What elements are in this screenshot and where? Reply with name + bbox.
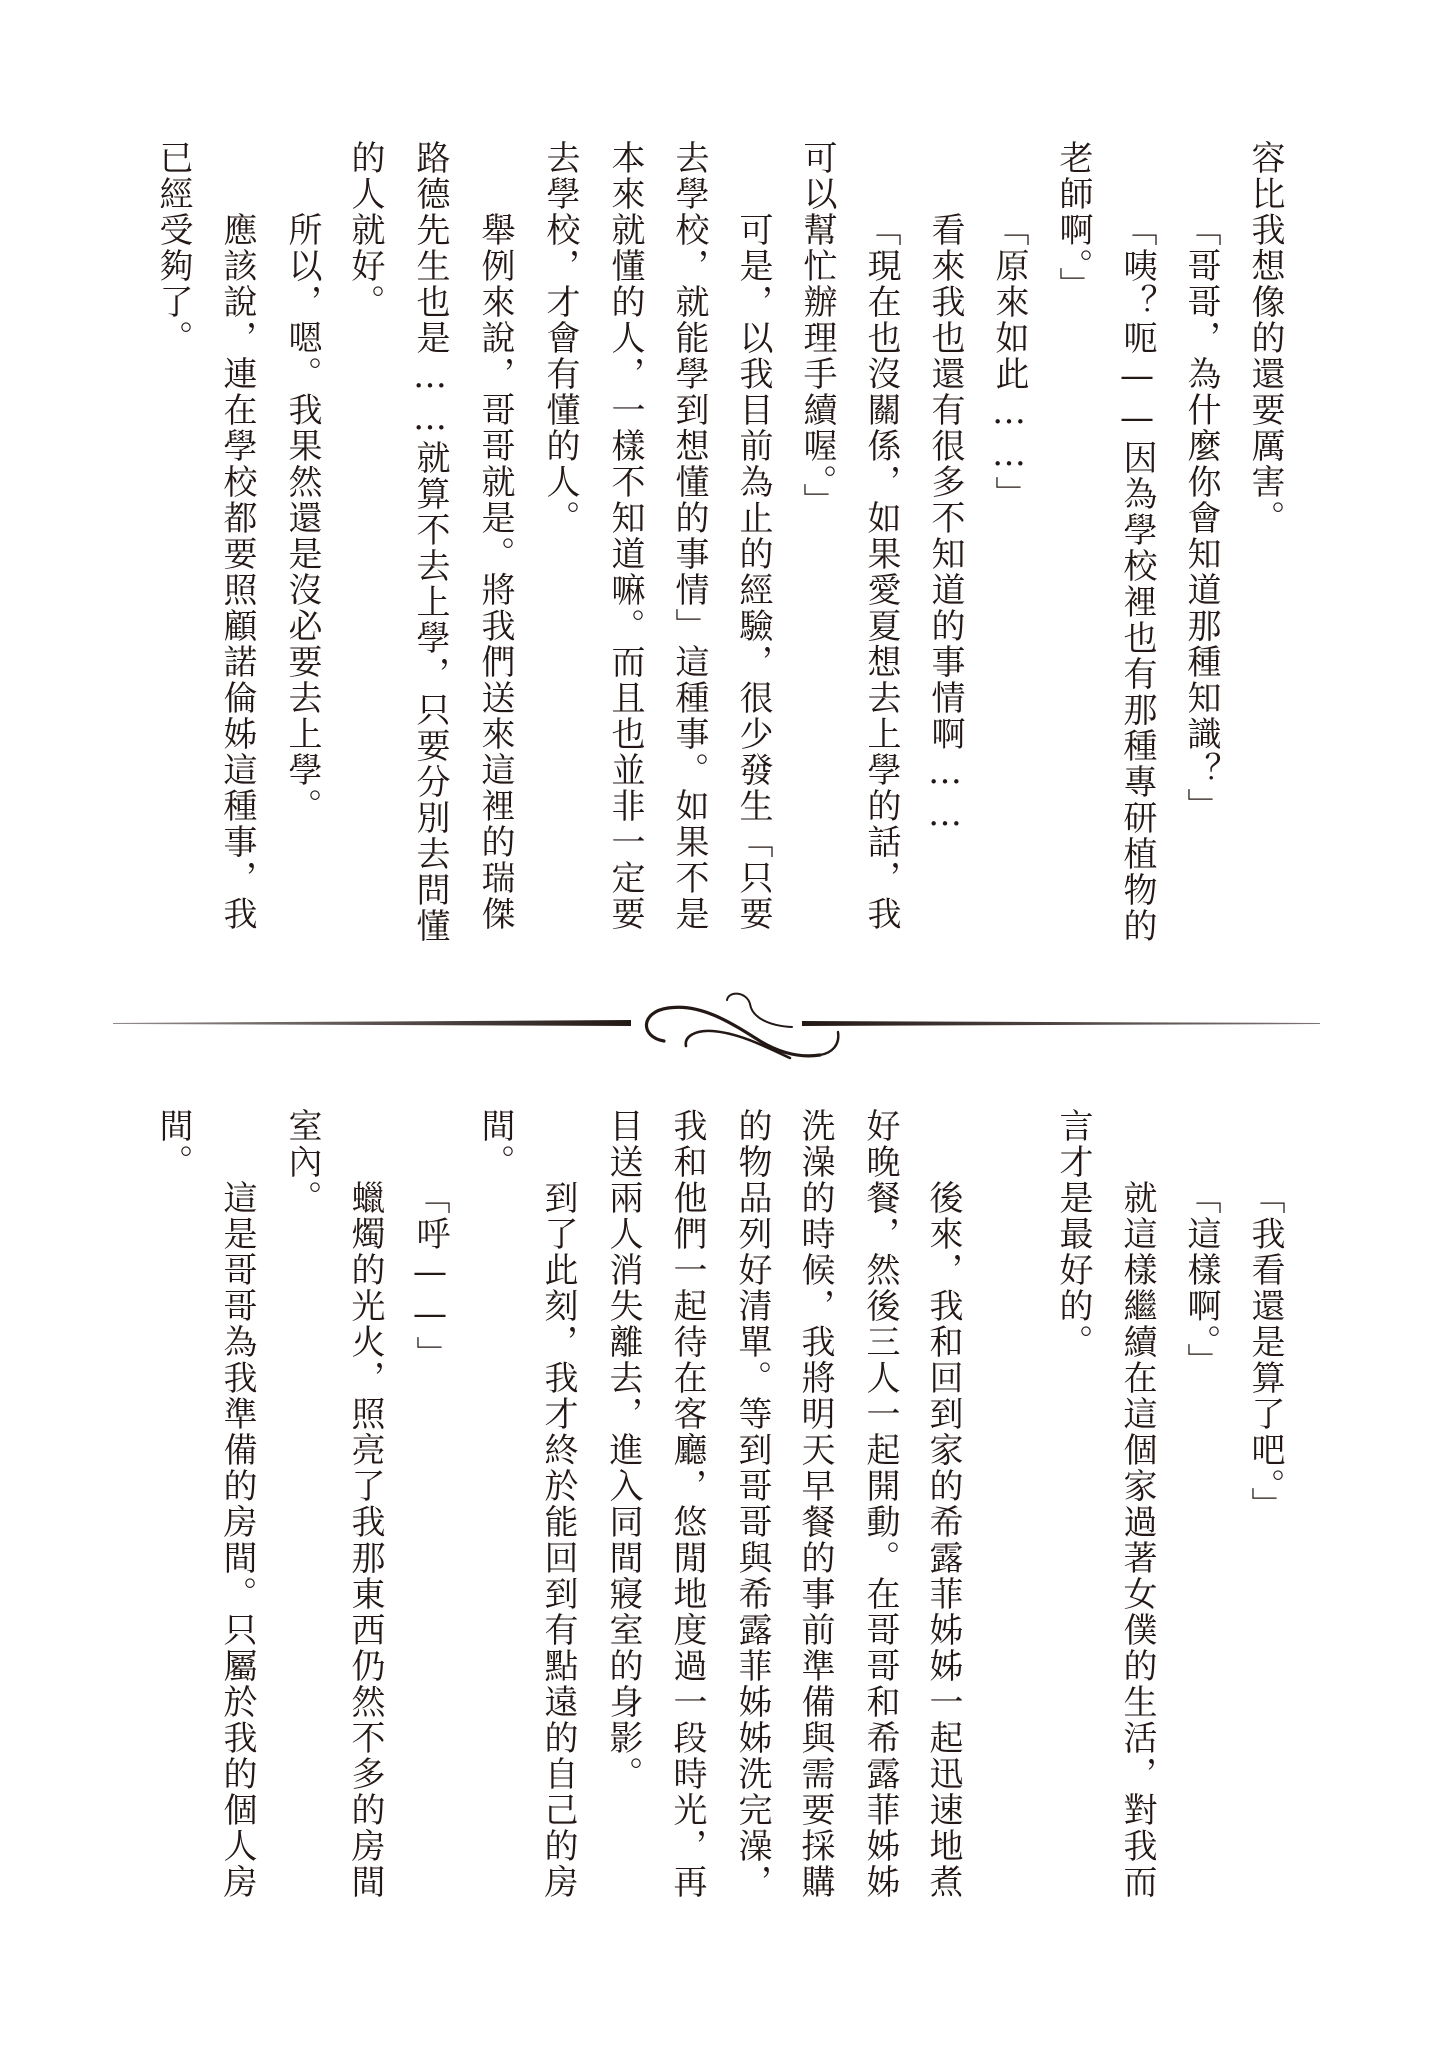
text-column: 「原來如此……」: [989, 212, 1029, 512]
flourish-divider-icon: [0, 980, 1445, 1080]
text-column: 老師啊。」: [1053, 140, 1093, 303]
text-column: 蠟燭的光火，照亮了我那東西仍然不多的房間: [345, 1180, 385, 1900]
text-column: 容比我想像的還要厲害。: [1245, 140, 1285, 536]
text-column: 可是，以我目前為止的經驗，很少發生「只要: [733, 212, 773, 932]
text-column: 我和他們一起待在客廳，悠閒地度過一段時光，再: [667, 1108, 707, 1900]
text-column: 可以幫忙辦理手續喔。」: [797, 140, 837, 519]
text-column: 室內。: [282, 1108, 322, 1216]
text-column: 去學校，就能學到想懂的事情」這種事。如果不是: [669, 140, 709, 932]
text-column: 就這樣繼續在這個家過著女僕的生活，對我而: [1117, 1180, 1157, 1900]
text-column: 到了此刻，我才終於能回到有點遠的自己的房: [538, 1180, 578, 1900]
text-column: 「這樣啊。」: [1181, 1180, 1221, 1379]
text-column: 言才是最好的。: [1053, 1108, 1093, 1360]
text-column: 去學校，才會有懂的人。: [540, 140, 580, 536]
text-column: 的物品列好清單。等到哥哥與希露菲姊姊洗完澡，: [732, 1108, 772, 1900]
text-column: 目送兩人消失離去，進入同間寢室的身影。: [603, 1108, 643, 1792]
text-column: 間。: [153, 1108, 193, 1180]
text-column: 這是哥哥為我準備的房間。只屬於我的個人房: [217, 1180, 257, 1900]
text-column: 「呼——」: [410, 1180, 450, 1372]
text-column: 「現在也沒關係，如果愛夏想去上學的話，我: [861, 212, 901, 932]
text-column: 路德先生也是……就算不去上學，只要分別去問懂: [410, 140, 450, 944]
text-column: 已經受夠了。: [153, 140, 193, 356]
text-column: 好晚餐，然後三人一起開動。在哥哥和希露菲姊姊: [860, 1108, 900, 1900]
text-column: 洗澡的時候，我將明天早餐的事前準備與需要採購: [795, 1108, 835, 1900]
text-column: 的人就好。: [345, 140, 385, 320]
text-column: 「咦？呃——因為學校裡也有那種專研植物的: [1117, 212, 1157, 944]
text-column: 本來就懂的人，一樣不知道嘛。而且也並非一定要: [605, 140, 645, 932]
text-column: 應該說，連在學校都要照顧諾倫姊這種事，我: [217, 212, 257, 932]
text-column: 舉例來說，哥哥就是。將我們送來這裡的瑞傑: [475, 212, 515, 932]
text-column: 後來，我和回到家的希露菲姊姊一起迅速地煮: [923, 1180, 963, 1900]
text-column: 間。: [475, 1108, 515, 1180]
text-column: 「哥哥，為什麼你會知道那種知識？」: [1181, 212, 1221, 824]
text-column: 所以，嗯。我果然還是沒必要去上學。: [282, 212, 322, 824]
text-column: 看來我也還有很多不知道的事情啊……: [925, 212, 965, 836]
text-column: 「我看還是算了吧。」: [1245, 1180, 1285, 1523]
